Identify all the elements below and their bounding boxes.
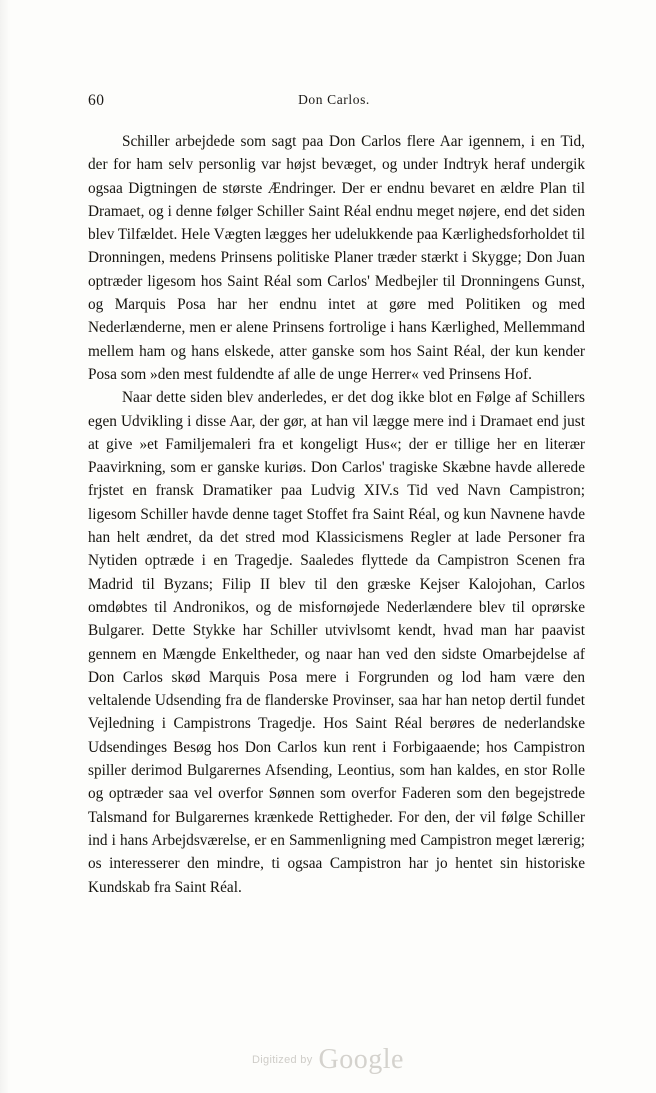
digitization-watermark: [0, 1044, 656, 1076]
page-number: 60: [88, 92, 105, 109]
page-body: [88, 130, 585, 899]
page-header: [88, 92, 580, 112]
paragraph: Naar dette siden blev anderledes, er det dog ikke blot en Følge af Schillers egen Udvikling i disse Aar, der gør, at han vil lægge mere ind i Dramaet end just at give »et Familjemaleri fra et kongeligt Hus«; der er tillige her en literær Paavirkning, som er ganske kuriøs. Don Carlos' tragiske Skæbne havde allerede frjstet en fransk Dramatiker paa Ludvig XIV.s Tid ved Navn Campistron; ligesom Schiller havde denne taget Stoffet fra Saint Réal, og kun Navnene havde han helt ændret, da det stred mod Klassicismens Regler at lade Personer fra Nytiden optræde i en Tragedje. Saaledes flyttede da Campistron Scenen fra Madrid til Byzans; Filip II blev til den græske Kejser Kalojohan, Carlos omdøbtes til Andronikos, og de misfornøjede Nederlændere blev til oprørske Bulgarer. Dette Stykke har Schiller utvivlsomt kendt, hvad man har paavist gennem en Mængde Enkeltheder, og naar han ved den sidste Omarbejdelse af Don Carlos skød Marquis Posa mere i Forgrunden og lod ham være den veltalende Udsending fra de flanderske Provinser, saa har han netop dertil fundet Vejledning i Campistrons Tragedje. Hos Saint Réal berøres de nederlandske Udsendinges Besøg hos Don Carlos kun rent i Forbigaaende; hos Campistron spiller derimod Bulgarernes Afsending, Leontius, som han kaldes, en stor Rolle og optræder saa vel overfor Sønnen som overfor Faderen som den begejstrede Talsmand for Bulgarernes krænkede Rettigheder. For den, der vil følge Schiller ind i hans Arbejdsværelse, er en Sammenligning med Campistron meget lærerig; os interesserer den mindre, ti ogsaa Campistron har jo hentet sin historiske Kundskab fra Saint Réal.: [88, 389, 585, 896]
paragraph: Schiller arbejdede som sagt paa Don Carlos flere Aar igennem, i en Tid, der for ham selv personlig var højst bevæget, og under Indtryk heraf undergik ogsaa Digtningen de største Ændringer. Der er endnu bevaret en ældre Plan til Dramaet, og i denne følger Schiller Saint Réal endnu meget nøjere, end det siden blev Tilfældet. Hele Vægten lægges her udelukkende paa Kærlighedsforholdet til Dronningen, medens Prinsens politiske Planer træder stærkt i Skygge; Don Juan optræder ligesom hos Saint Réal som Carlos' Medbejler til Dronningens Gunst, og Marquis Posa har her endnu intet at gøre med Politiken og med Nederlænderne, men er alene Prinsens fortrolige i hans Kærlighed, Mellemmand mellem ham og hans elskede, atter ganske som hos Saint Réal, der kun kender Posa som »den mest fuldendte af alle de unge Herrer« ved Prinsens Hof.: [88, 133, 585, 383]
google-wordmark: Google: [318, 1044, 404, 1075]
page-edge-shadow: [0, 0, 10, 1093]
digitized-by-label: Digitized by: [252, 1054, 313, 1066]
running-head: Don Carlos.: [298, 92, 370, 107]
